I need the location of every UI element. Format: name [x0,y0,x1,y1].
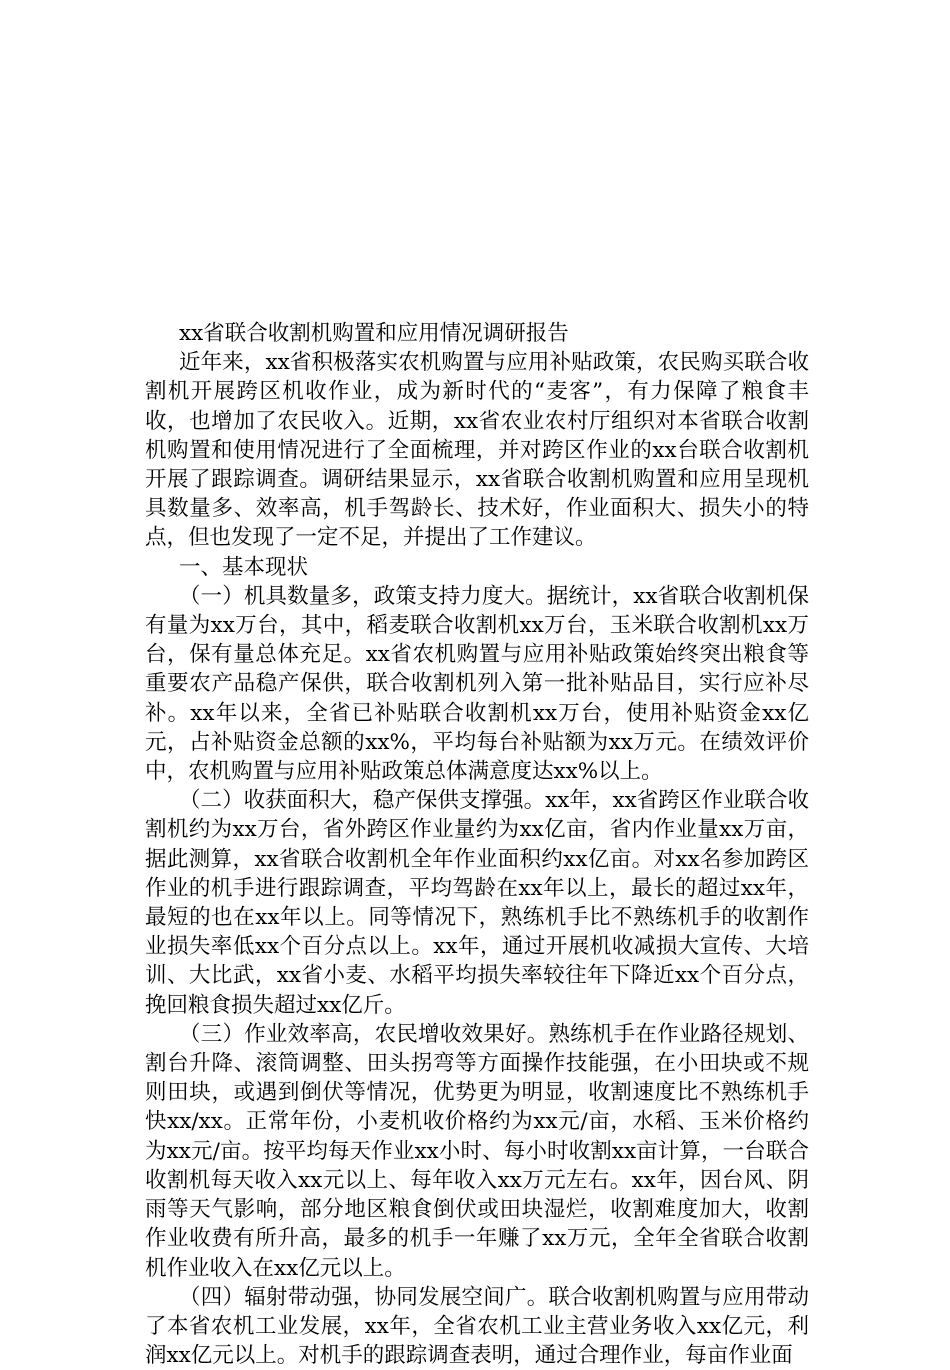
intro-paragraph: 近年来，xx省积极落实农机购置与应用补贴政策，农民购买联合收割机开展跨区机收作业，成为新时代的“麦客”，有力保障了粮食丰收，也增加了农民收入。近期，xx省农业农村厅组织对本省联合收割机购置和使用情况进行了全面梳理，并对跨区作业的xx台联合收割机开展了跟踪调查。调研结果显示，xx省联合收割机购置和应用呈现机具数量多、效率高，机手驾龄长、技术好，作业面积大、损失小的特点，但也发现了一定不足，并提出了工作建议。 [145,350,809,551]
section-heading: 一、基本现状 [179,554,309,580]
paragraph-2: （二）收获面积大，稳产保供支撑强。xx年，xx省跨区作业联合收割机约为xx万台，省外跨区作业量约为xx亿亩，省内作业量xx万亩，据此测算，xx省联合收割机全年作业面积约xx亿亩。对xx名参加跨区作业的机手进行跟踪调查，平均驾龄在xx年以上，最长的超过xx年，最短的也在xx年以上。同等情况下，熟练机手比不熟练机手的收割作业损失率低xx个百分点以上。xx年，通过开展机收减损大宣传、大培训、大比武，xx省小麦、水稻平均损失率较往年下降近xx个百分点，挽回粮食损失超过xx亿斤。 [145,788,809,1018]
document-body [145,319,809,1370]
paragraph-4: （四）辐射带动强，协同发展空间广。联合收割机购置与应用带动了本省农机工业发展，xx年，全省农机工业主营业务收入xx亿元，利润xx亿元以上。对机手的跟踪调查表明，通过合理作业，每亩作业面 [145,1284,809,1369]
document-title: xx省联合收割机购置和应用情况调研报告 [179,321,569,346]
paragraph-3: （三）作业效率高，农民增收效果好。熟练机手在作业路径规划、割台升降、滚筒调整、田头拐弯等方面操作技能强，在小田块或不规则田块，或遇到倒伏等情况，优势更为明显，收割速度比不熟练机手快xx/xx。正常年份，小麦机收价格约为xx元/亩，水稻、玉米价格约为xx元/亩。按平均每天作业xx小时、每小时收割xx亩计算，一台联合收割机每天收入xx元以上、每年收入xx万元左右。xx年，因台风、阴雨等天气影响，部分地区粮食倒伏或田块湿烂，收割难度加大，收割作业收费有所升高，最多的机手一年赚了xx万元，全年全省联合收割机作业收入在xx亿元以上。 [145,1021,809,1281]
paragraph-1: （一）机具数量多，政策支持力度大。据统计，xx省联合收割机保有量为xx万台，其中，稻麦联合收割机xx万台，玉米联合收割机xx万台，保有量总体充足。xx省农机购置与应用补贴政策始终突出粮食等重要农产品稳产保供，联合收割机列入第一批补贴品目，实行应补尽补。xx年以来，全省已补贴联合收割机xx万台，使用补贴资金xx亿元，占补贴资金总额的xx%，平均每台补贴额为xx万元。在绩效评价中，农机购置与应用补贴政策总体满意度达xx%以上。 [145,583,809,785]
